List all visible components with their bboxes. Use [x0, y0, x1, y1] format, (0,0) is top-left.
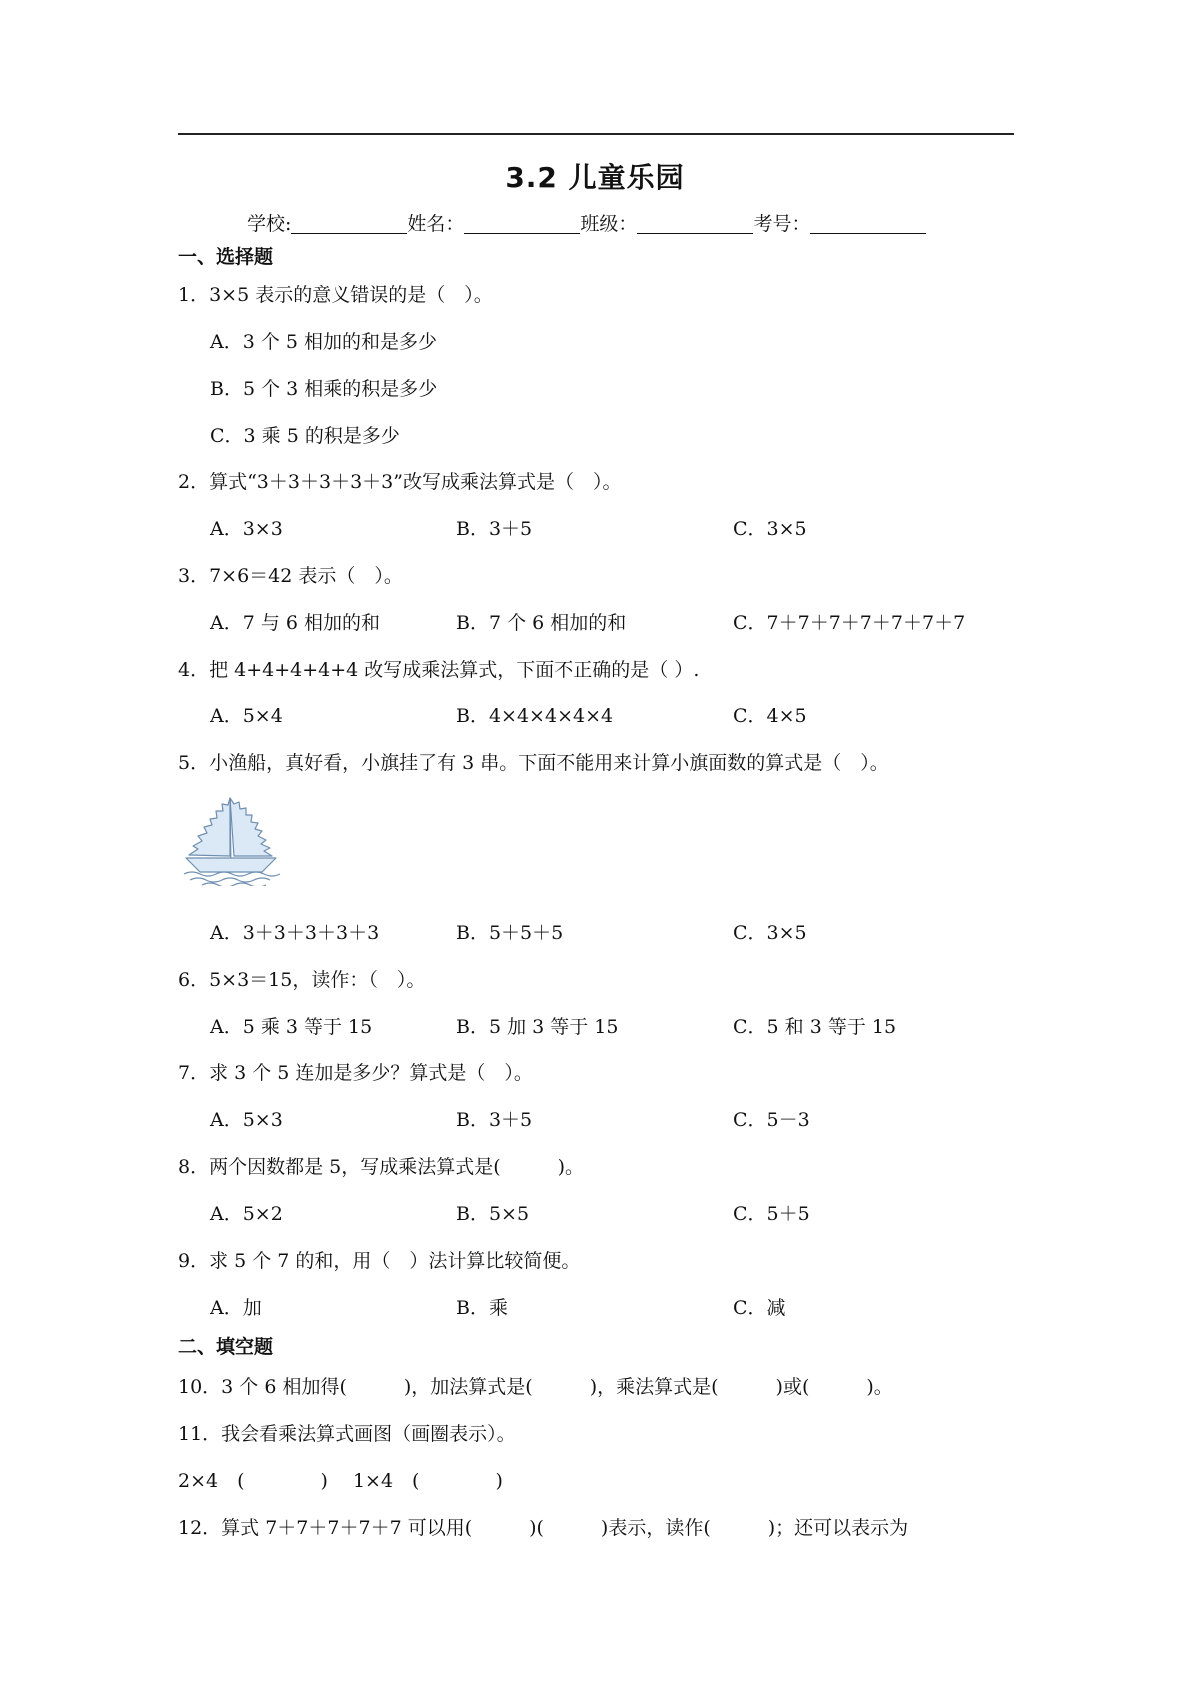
question-5: 5．小渔船，真好看，小旗挂了有 3 串。下面不能用来计算小旗面数的算式是（ ）。 — [178, 752, 889, 774]
name-blank[interactable] — [464, 213, 580, 234]
q4-option-c[interactable]: C．4×5 — [733, 705, 807, 727]
page-title: 3.2 儿童乐园 — [505, 161, 685, 194]
q6-option-c[interactable]: C．5 和 3 等于 15 — [733, 1016, 897, 1038]
q4-option-a[interactable]: A．5×4 — [210, 705, 283, 727]
class-label: 班级： — [580, 213, 638, 235]
question-2: 2．算式“3＋3＋3＋3＋3”改写成乘法算式是（ ）。 — [178, 471, 622, 493]
header-rule — [178, 133, 1014, 135]
q1-option-c[interactable]: C．3 乘 5 的积是多少 — [210, 425, 400, 447]
q4-option-b[interactable]: B．4×4×4×4×4 — [456, 705, 614, 727]
student-info-row — [247, 209, 926, 236]
question-7: 7．求 3 个 5 连加是多少？算式是（ ）。 — [178, 1062, 533, 1084]
section-fill: 二、填空题 — [178, 1336, 274, 1358]
name-label: 姓名： — [407, 213, 465, 235]
question-12: 12．算式 7＋7＋7＋7＋7 可以用( )( )表示，读作( )；还可以表示为 — [178, 1517, 909, 1539]
q1-option-b[interactable]: B．5 个 3 相乘的积是多少 — [210, 378, 438, 400]
q2-option-b[interactable]: B．3＋5 — [456, 518, 533, 540]
q8-option-c[interactable]: C．5＋5 — [733, 1203, 810, 1225]
exam-blank[interactable] — [810, 213, 926, 234]
q2-option-c[interactable]: C．3×5 — [733, 518, 807, 540]
question-10: 10．3 个 6 相加得( )，加法算式是( )，乘法算式是( )或( )。 — [178, 1376, 893, 1398]
q5-option-c[interactable]: C．3×5 — [733, 922, 807, 944]
q6-option-b[interactable]: B．5 加 3 等于 15 — [456, 1016, 619, 1038]
q3-option-a[interactable]: A．7 与 6 相加的和 — [210, 612, 381, 634]
class-blank[interactable] — [637, 213, 753, 234]
q11-drawing-row[interactable]: 2×4 ( ) 1×4 ( ) — [178, 1470, 503, 1492]
school-blank[interactable] — [291, 213, 407, 234]
q7-option-b[interactable]: B．3＋5 — [456, 1109, 533, 1131]
q3-option-b[interactable]: B．7 个 6 相加的和 — [456, 612, 627, 634]
question-11: 11．我会看乘法算式画图（画圈表示）。 — [178, 1423, 516, 1445]
exam-label: 考号： — [753, 213, 811, 235]
q5-option-a[interactable]: A．3＋3＋3＋3＋3 — [210, 922, 380, 944]
question-1: 1．3×5 表示的意义错误的是（ ）。 — [178, 284, 493, 306]
question-8: 8．两个因数都是 5，写成乘法算式是( )。 — [178, 1156, 585, 1178]
question-9: 9．求 5 个 7 的和，用（ ）法计算比较简便。 — [178, 1250, 581, 1272]
school-label: 学校: — [247, 213, 292, 235]
question-6: 6．5×3＝15，读作：（ ）。 — [178, 969, 426, 991]
q5-option-b[interactable]: B．5＋5＋5 — [456, 922, 564, 944]
question-3: 3．7×6＝42 表示（ ）。 — [178, 565, 403, 587]
q8-option-b[interactable]: B．5×5 — [456, 1203, 530, 1225]
q2-option-a[interactable]: A．3×3 — [210, 518, 283, 540]
q6-option-a[interactable]: A．5 乘 3 等于 15 — [210, 1016, 373, 1038]
q9-option-b[interactable]: B．乘 — [456, 1297, 508, 1319]
q7-option-a[interactable]: A．5×3 — [210, 1109, 283, 1131]
q3-option-c[interactable]: C．7＋7＋7＋7＋7＋7＋7 — [733, 612, 966, 634]
q8-option-a[interactable]: A．5×2 — [210, 1203, 283, 1225]
q9-option-a[interactable]: A．加 — [210, 1297, 262, 1319]
q9-option-c[interactable]: C．减 — [733, 1297, 786, 1319]
q1-option-a[interactable]: A．3 个 5 相加的和是多少 — [210, 331, 438, 353]
question-4: 4．把 4+4+4+4+4 改写成乘法算式，下面不正确的是（ ）. — [178, 659, 700, 681]
section-choice: 一、选择题 — [178, 246, 274, 268]
sailboat-icon — [182, 794, 284, 886]
q7-option-c[interactable]: C．5－3 — [733, 1109, 810, 1131]
